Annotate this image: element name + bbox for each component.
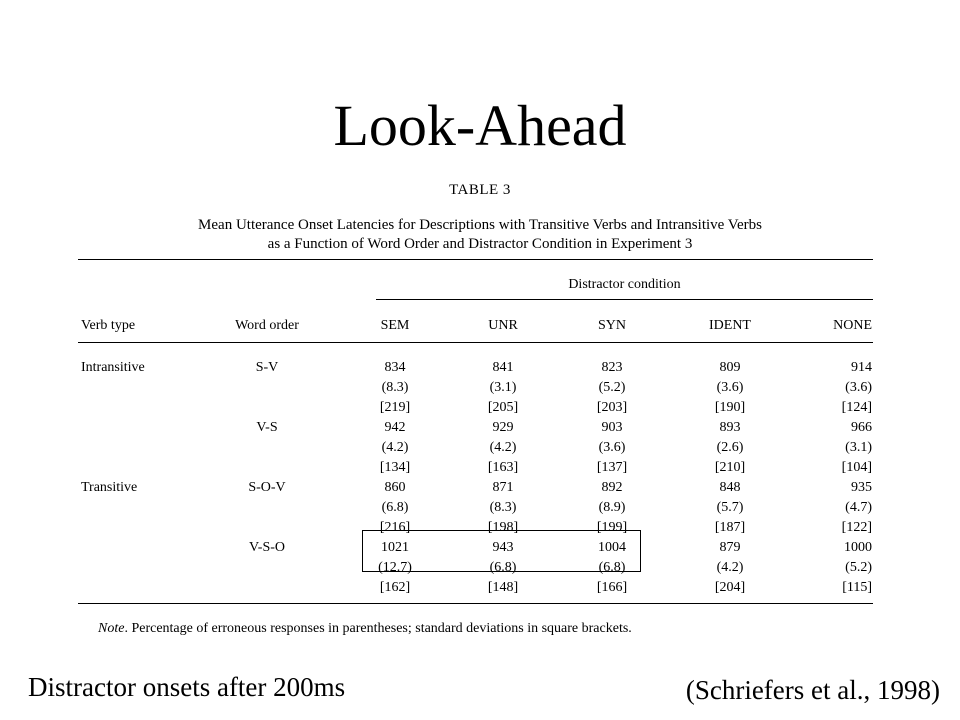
- word-order-cell: S-V: [255, 360, 279, 375]
- syn-cell: 1004: [598, 540, 626, 555]
- table-top-rule: [78, 259, 873, 260]
- word-order-cell: S-O-V: [248, 480, 286, 495]
- none-cell: [115]: [842, 580, 872, 595]
- ident-cell: (5.7): [716, 500, 744, 515]
- sem-cell: 860: [384, 480, 406, 495]
- syn-cell: [137]: [596, 460, 628, 475]
- word-order-cell: V-S-O: [248, 540, 286, 555]
- none-cell: [124]: [841, 400, 872, 415]
- ident-cell: [210]: [714, 460, 746, 475]
- unr-cell: [198]: [487, 520, 519, 535]
- none-cell: [104]: [841, 460, 872, 475]
- none-cell: [122]: [841, 520, 872, 535]
- unr-cell: [163]: [487, 460, 519, 475]
- note-text: . Percentage of erroneous responses in parentheses; standard deviations in square brackets.: [124, 621, 632, 636]
- table-caption-line-1: Mean Utterance Onset Latencies for Descriptions with Transitive Verbs and Intransitive Verbs: [198, 217, 762, 233]
- ident-cell: 848: [719, 480, 741, 495]
- unr-cell: 871: [492, 480, 514, 495]
- table-caption-line-2: as a Function of Word Order and Distractor Condition in Experiment 3: [267, 236, 693, 252]
- unr-cell: 929: [492, 420, 514, 435]
- ident-cell: [190]: [714, 400, 746, 415]
- ident-cell: [204]: [714, 580, 746, 595]
- none-cell: (3.6): [845, 380, 872, 395]
- ident-cell: [187]: [714, 520, 746, 535]
- sem-cell: (6.8): [381, 500, 409, 515]
- none-cell: 966: [851, 420, 872, 435]
- unr-cell: 943: [492, 540, 514, 555]
- table-bottom-rule: [78, 603, 873, 604]
- ident-cell: 809: [719, 360, 741, 375]
- none-cell: (4.7): [845, 500, 872, 515]
- unr-cell: [205]: [487, 400, 519, 415]
- slide-title: Look-Ahead: [333, 93, 627, 158]
- sem-cell: (12.7): [378, 560, 412, 575]
- ident-cell: 879: [719, 540, 741, 555]
- unr-cell: (8.3): [489, 500, 517, 515]
- distractor-condition-header: Distractor condition: [568, 277, 681, 292]
- syn-cell: 823: [601, 360, 623, 375]
- none-cell: 1000: [844, 540, 872, 555]
- unr-cell: (3.1): [489, 380, 517, 395]
- sem-cell: [162]: [379, 580, 411, 595]
- table-note: [98, 621, 632, 637]
- table-label: TABLE 3: [449, 182, 511, 198]
- header-verb-type: Verb type: [81, 318, 136, 333]
- none-cell: 935: [851, 480, 872, 495]
- sem-cell: (4.2): [381, 440, 409, 455]
- ident-cell: 893: [719, 420, 741, 435]
- highlight-box: [362, 530, 641, 572]
- sem-cell: 834: [384, 360, 406, 375]
- none-cell: (3.1): [845, 440, 872, 455]
- syn-cell: [203]: [596, 400, 628, 415]
- sem-cell: 1021: [381, 540, 409, 555]
- ident-cell: (2.6): [716, 440, 744, 455]
- ident-cell: (4.2): [716, 560, 744, 575]
- none-cell: 914: [851, 360, 872, 375]
- group-header-rule: [376, 299, 873, 300]
- footer-left-text: Distractor onsets after 200ms: [28, 672, 346, 702]
- sem-cell: [134]: [379, 460, 411, 475]
- syn-cell: 903: [601, 420, 623, 435]
- sem-cell: 942: [384, 420, 406, 435]
- unr-cell: (6.8): [489, 560, 517, 575]
- unr-cell: [148]: [487, 580, 519, 595]
- syn-cell: (5.2): [598, 380, 626, 395]
- syn-cell: (6.8): [598, 560, 626, 575]
- syn-cell: (8.9): [598, 500, 626, 515]
- sem-cell: [216]: [379, 520, 411, 535]
- syn-cell: 892: [601, 480, 623, 495]
- header-syn: SYN: [597, 318, 626, 333]
- header-none: NONE: [833, 318, 872, 333]
- none-cell: (5.2): [845, 560, 872, 575]
- ident-cell: (3.6): [716, 380, 744, 395]
- header-rule: [78, 342, 873, 343]
- sem-cell: (8.3): [381, 380, 409, 395]
- syn-cell: [166]: [596, 580, 628, 595]
- header-sem: SEM: [380, 318, 410, 333]
- unr-cell: (4.2): [489, 440, 517, 455]
- sem-cell: [219]: [379, 400, 411, 415]
- footer-citation: (Schriefers et al., 1998): [685, 675, 940, 705]
- word-order-cell: V-S: [256, 420, 278, 435]
- verb-type-cell: Intransitive: [81, 360, 145, 375]
- header-unr: UNR: [488, 318, 518, 333]
- note-label: Note: [98, 621, 125, 636]
- unr-cell: 841: [492, 360, 514, 375]
- syn-cell: (3.6): [598, 440, 626, 455]
- syn-cell: [199]: [596, 520, 628, 535]
- header-ident: IDENT: [709, 318, 751, 333]
- verb-type-cell: Transitive: [81, 480, 138, 495]
- header-word-order: Word order: [235, 318, 299, 333]
